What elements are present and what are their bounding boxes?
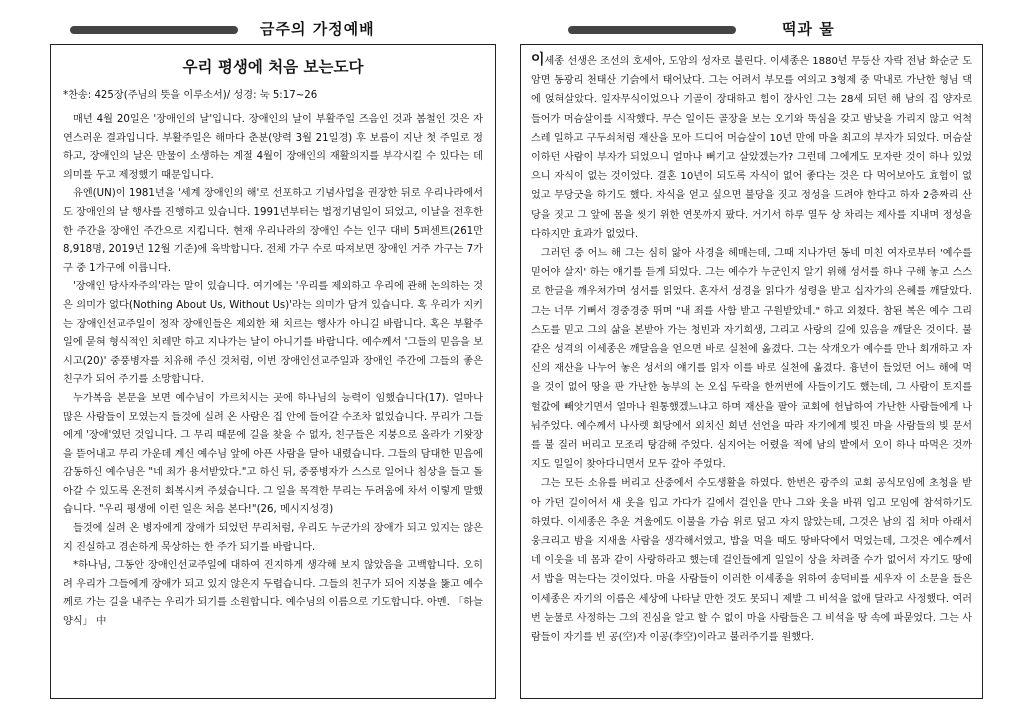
devotion-paragraph: 유엔(UN)이 1981년을 '세계 장애인의 해'로 선포하고 기념사업을 권장한 뒤로 우리나라에서도 장애인의 날 행사를 진행하고 있습니다. 1991년부터는 법정기념일이 되었고, 이날을 전후한 한 주간을 장애인 주간으로 지킵니다. 현재 우리나라의 장애인 수는 인구 대비 5퍼센트(261만 8,918명, 2019년 12월 기준)에 육박합니다. 전체 가구 수로 따져보면 장애인 거주 가구는 7가구 중 1가구에 이릅니다. (63, 188, 483, 274)
devotion-prayer (63, 557, 483, 631)
devotion-box (50, 44, 496, 699)
devotion-title: 우리 평생에 처음 보는도다 (182, 57, 364, 76)
essay-paragraph: 그는 모든 소유를 버리고 산중에서 수도생활을 하였다. 한번은 광주의 교회 공식모임에 초청을 받아 가던 길이어서 새 옷을 입고 가다가 길에서 걸인을 만나 그와 옷을 바꿔 입고 모임에 참석하기도 하였다. 이세종은 추운 겨울에도 이불을 가슴 위로 덮고 자지 않았는데, 그것은 남의 집 처마 아래서 웅크리고 밤을 지새울 사람을 생각해서였고, 밥을 먹을 때도 땅바닥에서 먹었는데, 그것은 예수께서 네 이웃을 네 몸과 같이 사랑하라고 했는데 걸인들에게 일일이 상을 차려줄 수가 없어서 자기도 땅에서 밥을 먹는다는 것이었다. 마을 사람들이 이러한 이세종을 위하여 송덕비를 세우자 이 소문을 들은 이세종은 자기의 이름은 세상에 나타날 만한 것도 못되니 제발 그 비석을 없애 달라고 사정했다. 여러 번 눈물로 사정하는 그의 진심을 알고 할 수 없이 마을 사람들은 그 비석을 땅 속에 파묻었다. 그는 사람들이 자기를 빈 공(空)자 이공(李空)이라고 불러주기를 원했다. (531, 478, 972, 644)
right-heading-row (520, 18, 983, 42)
devotion-paragraph: '장애인 당사자주의'라는 말이 있습니다. 여기에는 '우리를 제외하고 우리에 관해 논의하는 것은 의미가 없다(Nothing About Us, Without Us)'라는 의미가 담겨 있습니다. 혹 우리가 지키는 장애인선교주일이 정작 장애인들은 제외한 채 치르는 행사가 아니길 바랍니다. 혹은 부활주일에 묻혀 형식적인 치레만 하고 지나가는 날이 아니기를 바랍니다. 예수께서 '그들의 믿음을 보시고(20)' 중풍병자를 치유해 주신 것처럼, 이번 장애인선교주일과 장애인 주간에 그들의 좋은 친구가 되어 주기를 소망합니다. (63, 281, 483, 386)
left-section-title: 금주의 가정예배 (260, 20, 375, 38)
source-signature: 「하늘양식」 中 (63, 597, 483, 628)
left-heading-row (50, 18, 496, 42)
essay-box (520, 44, 983, 699)
right-heading-bar (568, 26, 736, 34)
left-column (50, 18, 496, 628)
devotion-paragraph: 매년 4월 20일은 '장애인의 날'입니다. 장애인의 날이 부활주일 즈음인 것과 봄철인 것은 자연스러운 결과입니다. 부활주일은 해마다 춘분(양력 3월 21일경) 후 보름이 지난 첫 주일로 정하고, 장애인의 날은 만물이 소생하는 계절 4월이 장애인의 재활의지를 부각시킬 수 있다는 데 의미를 두고 제정했기 때문입니다. (63, 114, 483, 181)
right-section-title: 떡과 물 (782, 20, 835, 38)
dropcap: 이 (531, 52, 545, 68)
left-heading-bar (70, 26, 238, 34)
prayer-text: *하나님, 그동안 장애인선교주일에 대하여 진지하게 생각해 보지 않았음을 고백합니다. 오히려 우리가 그들에게 장애가 되고 있지 않은지 두렵습니다. 그들의 친구가 되어 지붕을 뚫고 예수께로 가는 길을 내주는 우리가 되기를 소원합니다. 예수님의 이름으로 기도합니다. 아멘. (63, 560, 483, 609)
essay-paragraph (531, 51, 972, 244)
right-column (520, 18, 983, 644)
devotion-paragraph: 들것에 실려 온 병자에게 장애가 되었던 무리처럼, 우리도 누군가의 장애가 되고 있지는 않은지 진실하고 겸손하게 묵상하는 한 주가 되기를 바랍니다. (63, 523, 483, 553)
devotion-paragraph: 누가복음 본문을 보면 예수님이 가르치시는 곳에 하나님의 능력이 임했습니다(17). 얼마나 많은 사람들이 모였는지 들것에 실려 온 사람은 집 안에 들어갈 수조차 없었습니다. 무리가 그들에게 '장애'였던 것입니다. 그 무리 때문에 길을 찾을 수 없자, 친구들은 지붕으로 올라가 기왓장을 뜯어내고 무리 가운데 계신 예수님 앞에 아픈 사람을 달아 내렸습니다. 그들의 담대한 믿음에 감동하신 예수님은 "네 죄가 용서받았다."고 하신 뒤, 중풍병자가 스스로 일어나 침상을 들고 돌아갈 수 있도록 온전히 회복시켜 주셨습니다. 그 일을 목격한 무리는 두려움에 차서 이렇게 말했습니다. "우리 평생에 이런 일은 처음 본다!"(26, 메시지성경) (63, 392, 483, 516)
hymn-scripture-line: *찬송: 425장(주님의 뜻을 이루소서)/ 성경: 눅 5:17~26 (63, 90, 318, 101)
essay-paragraph-text: 세종 선생은 조선의 호세아, 도암의 성자로 불린다. 이세종은 1880년 무등산 자락 전남 화순군 도암면 동광리 천태산 기슭에서 태어났다. 그는 어려서 부모를 여의고 3형제 중 막내로 가난한 형님 댁에 얹혀살았다. 일자무식이었으나 기골이 장대하고 힘이 장사인 그는 28세 되던 해 남의 집 양자로 들어가 머슴살이를 시작했다. 무슨 일이든 골장을 보는 오기와 뚝심을 갖고 밤낮을 가리지 않고 억척스레 일하고 구두쇠처럼 재산을 모아 드디어 머슴살이 10년 만에 마을 최고의 부자가 되었다. 머슴살이하던 사람이 부자가 되었으니 얼마나 뻐기고 살았겠는가? 그런데 그에게도 모자란 것이 하나 있었으니 자식이 없는 것이었다. 결혼 10년이 되도록 자식이 없어 좋다는 것은 다 먹어보아도 효험이 없었고 무당굿을 하기도 했다. 자식을 얻고 싶으면 불당을 짓고 정성을 드려야 한다고 하자 2층짜리 산당을 짓고 그 앞에 몸을 씻기 위한 연못까지 팠다. 거기서 하루 열두 상 차리는 제사를 지내며 정성을 다하지만 효과가 없었다. (531, 56, 972, 240)
essay-paragraph: 그러던 중 어느 해 그는 심히 앓아 사경을 헤매는데, 그때 지나가던 동네 미친 여자로부터 '예수를 믿어야 살지' 하는 얘기를 듣게 되었다. 그는 예수가 누군인지 알기 위해 성서를 하나 구해 놓고 스스로 한글을 깨우쳐가며 성서를 읽었다. 혼자서 성경을 읽다가 성령을 받고 십자가의 은혜를 깨달았다. 그는 너무 기뻐서 경중경중 뛰며 "내 죄를 사함 받고 구원받았네." 하고 외쳤다. 참된 복은 예수 그리스도를 믿고 그의 삶을 본받아 가는 청빈과 자기희생, 그리고 사랑의 길에 있음을 깨달은 것이다. 불같은 성격의 이세종은 깨달음을 얻으면 바로 실천에 옮겼다. 그는 삭개오가 예수를 만나 회개하고 자신의 재산을 나누어 놓은 성서의 얘기를 읽자 이를 바로 실천에 옮겼다. 흉년이 들었던 어느 해에 먹을 것이 없어 땅을 판 가난한 농부의 논 오십 두락을 한꺼번에 사들이기도 했는데, 그 사람이 토지를 헐값에 빼앗기면서 얼마나 원통했겠느냐고 하며 재산을 팔아 교회에 헌납하여 가난한 사람들에게 나눠주었다. 예수께서 나사렛 회당에서 외치신 희년 선언을 따라 자기에게 빚진 마을 사람들의 빚 문서를 불 질러 버리고 모조리 탕감해 주었다. 심지어는 어렸을 적에 남의 밭에서 오이 하나 따먹은 것까지도 일일이 찾아다니면서 모두 갚아 주었다. (531, 248, 972, 471)
